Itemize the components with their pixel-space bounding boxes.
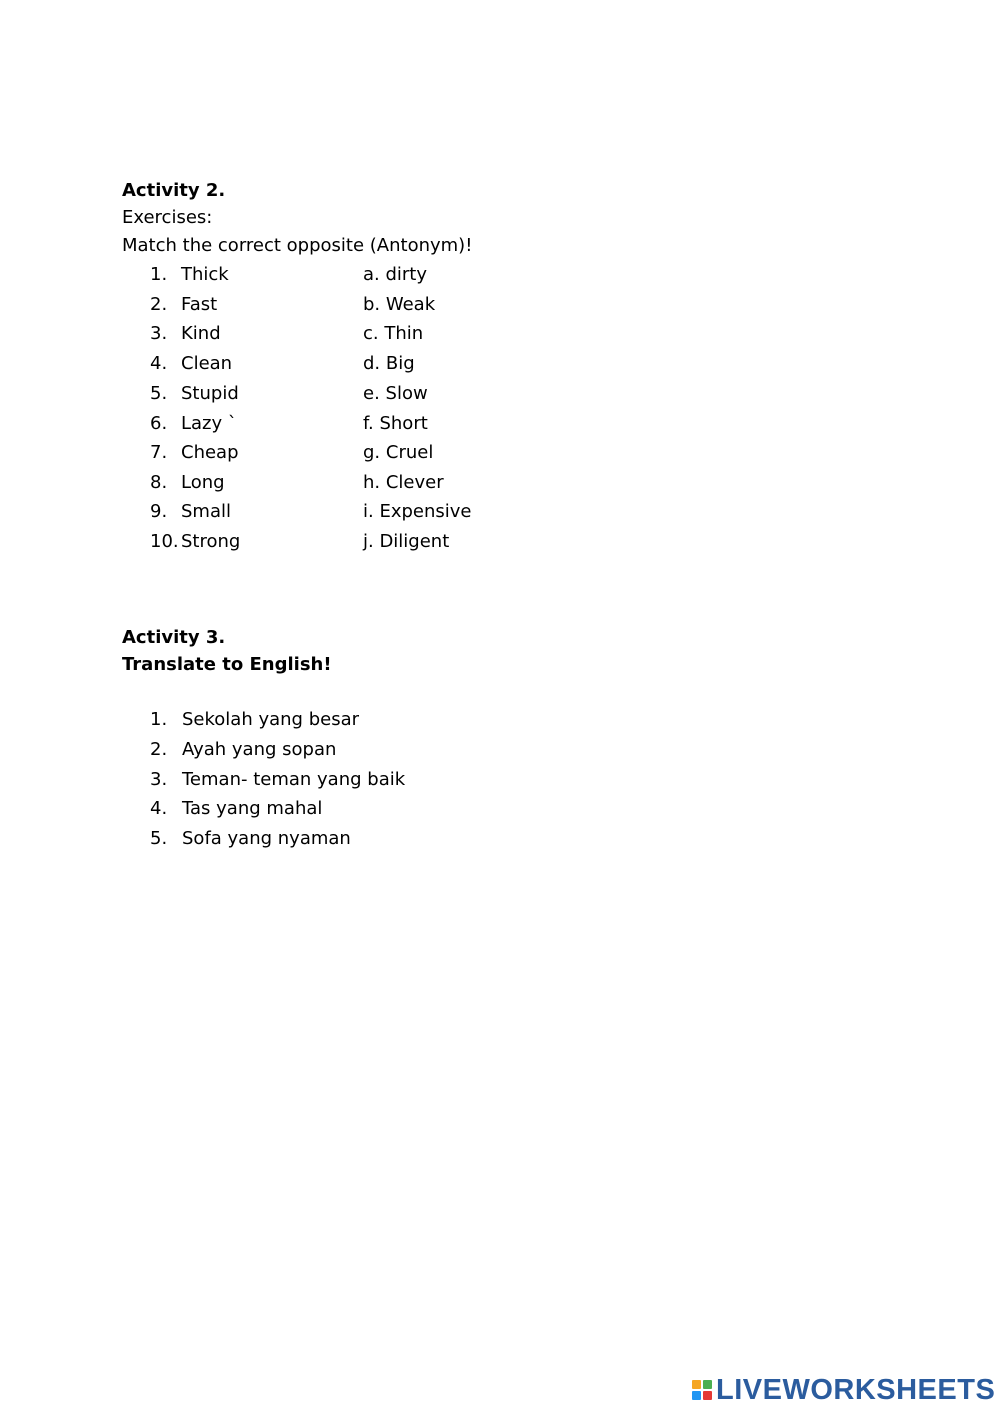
logo-square-orange: [692, 1380, 701, 1389]
item-number: 4.: [150, 353, 168, 374]
liveworksheets-logo: [692, 1374, 995, 1406]
item-answer: f. Short: [363, 413, 428, 434]
activity2-title: Activity 2.: [122, 180, 226, 201]
item-answer: h. Clever: [363, 472, 444, 493]
item-word: Small: [181, 501, 231, 522]
activity2-subtitle: Exercises:: [122, 207, 213, 228]
item-number: 1.: [150, 264, 168, 285]
item-answer: c. Thin: [363, 323, 424, 344]
item-number: 8.: [150, 472, 168, 493]
item-number: 6.: [150, 413, 168, 434]
item-number: 5.: [150, 383, 168, 404]
item-word: Thick: [181, 264, 229, 285]
item-word: Cheap: [181, 442, 239, 463]
item-number: 7.: [150, 442, 168, 463]
item-answer: a. dirty: [363, 264, 428, 285]
item-answer: d. Big: [363, 353, 415, 374]
item-text: Ayah yang sopan: [182, 739, 337, 760]
item-answer: e. Slow: [363, 383, 428, 404]
item-text: Sofa yang nyaman: [182, 828, 351, 849]
logo-square-green: [703, 1380, 712, 1389]
item-text: Sekolah yang besar: [182, 709, 360, 730]
item-number: 10.: [150, 531, 179, 552]
item-word: Lazy `: [181, 413, 237, 434]
item-answer: g. Cruel: [363, 442, 434, 463]
logo-square-red: [703, 1391, 712, 1400]
item-answer: j. Diligent: [363, 531, 450, 552]
item-number: 2.: [150, 739, 168, 760]
item-word: Strong: [181, 531, 241, 552]
item-number: 3.: [150, 769, 168, 790]
item-answer: b. Weak: [363, 294, 436, 315]
item-number: 5.: [150, 828, 168, 849]
item-word: Clean: [181, 353, 233, 374]
item-word: Kind: [181, 323, 221, 344]
activity2-instruction: Match the correct opposite (Antonym)!: [122, 235, 473, 256]
item-number: 3.: [150, 323, 168, 344]
logo-grid-icon: [692, 1380, 712, 1400]
item-number: 1.: [150, 709, 168, 730]
item-answer: i. Expensive: [363, 501, 472, 522]
activity3-title: Activity 3.: [122, 627, 226, 648]
item-word: Stupid: [181, 383, 239, 404]
item-word: Long: [181, 472, 225, 493]
logo-text: LIVEWORKSHEETS: [716, 1373, 996, 1406]
item-number: 9.: [150, 501, 168, 522]
activity3-instruction: Translate to English!: [122, 654, 332, 675]
logo-square-blue: [692, 1391, 701, 1400]
item-number: 4.: [150, 798, 168, 819]
item-text: Teman- teman yang baik: [182, 769, 406, 790]
item-word: Fast: [181, 294, 218, 315]
item-number: 2.: [150, 294, 168, 315]
item-text: Tas yang mahal: [182, 798, 323, 819]
